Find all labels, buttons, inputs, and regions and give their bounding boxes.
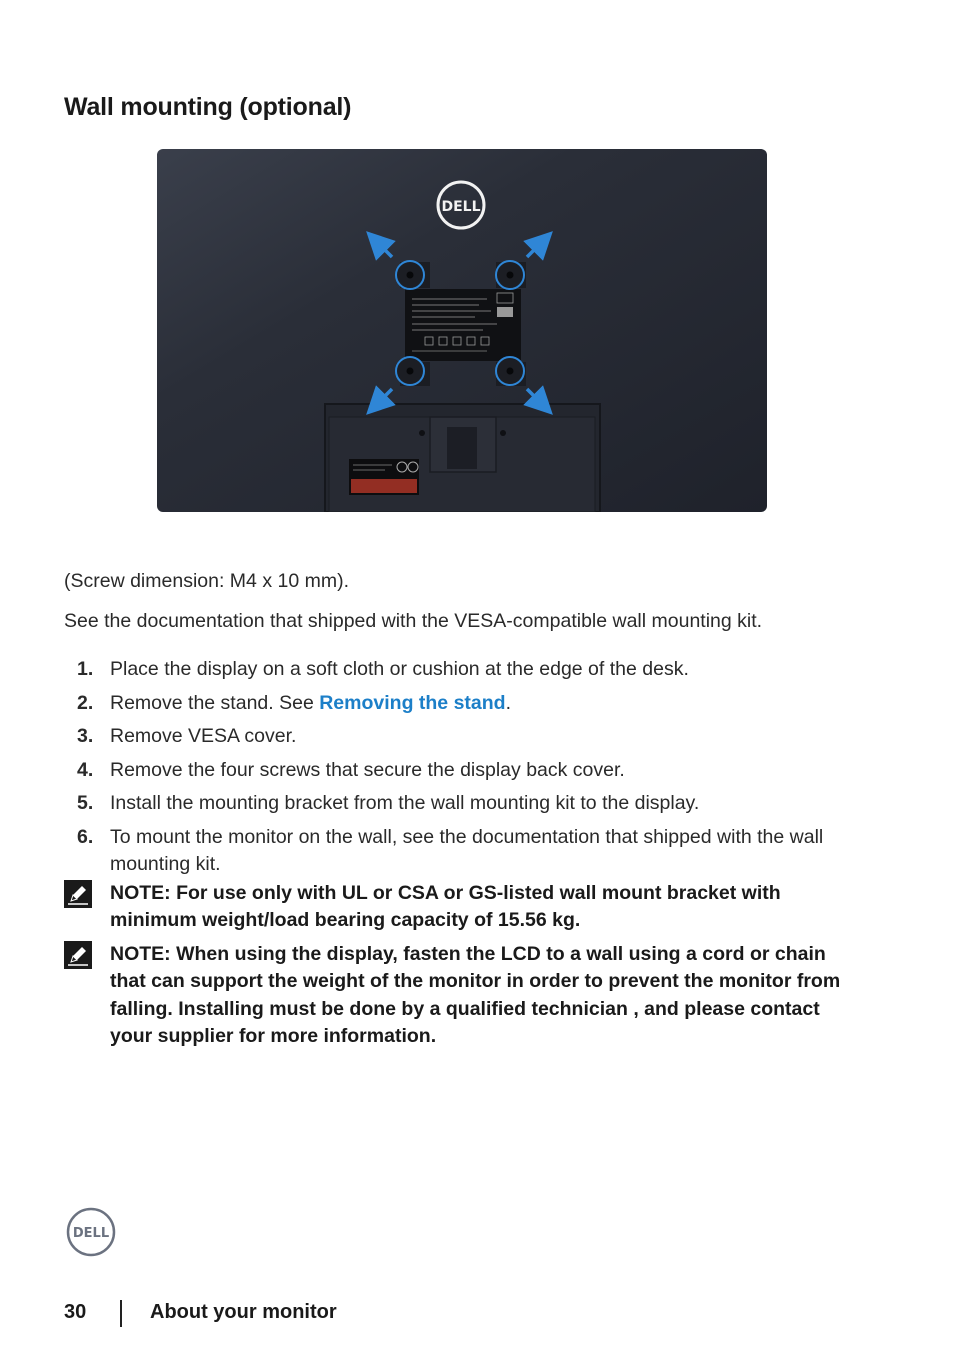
- note-text: NOTE: When using the display, fasten the LCD to a wall using a cord or chain that can support the weight of the monitor in order to prevent the monitor from falling. Installing must be done by a qualified technician , and please contact your supplier for more information.: [110, 943, 841, 1047]
- step-text: Remove the four screws that secure the display back cover.: [110, 758, 625, 781]
- step-suffix: .: [505, 691, 511, 714]
- step-text: Install the mounting bracket from the wall mounting kit to the display.: [110, 792, 700, 814]
- list-item: [64, 723, 864, 750]
- mounting-steps-list: [64, 656, 864, 878]
- note-fasten-lcd: [64, 941, 864, 1050]
- step-number: 2.: [77, 691, 94, 714]
- svg-text:DELL: DELL: [72, 1226, 110, 1241]
- list-item: [64, 690, 864, 717]
- page-number: 30: [64, 1301, 87, 1323]
- list-item: [64, 656, 864, 683]
- documentation-text: See the documentation that shipped with the VESA-compatible wall mounting kit.: [64, 610, 763, 632]
- step-number: 1.: [77, 658, 94, 680]
- monitor-back-illustration: [157, 149, 767, 512]
- step-text: Remove the stand. See: [110, 691, 320, 714]
- list-item: [64, 824, 864, 878]
- list-item: [64, 757, 864, 784]
- step-number: 5.: [77, 792, 94, 814]
- footer-section-title: About your monitor: [150, 1301, 337, 1323]
- vesa-label: [405, 289, 521, 361]
- vesa-screw-hole-bottom-right: [496, 357, 524, 385]
- svg-text:DELL: DELL: [441, 199, 481, 215]
- note-pencil-icon: [64, 880, 92, 908]
- note-pencil-icon: [64, 941, 92, 969]
- dell-logo-footer: [66, 1207, 116, 1257]
- step-text: Remove VESA cover.: [110, 725, 297, 747]
- step-number: 4.: [77, 758, 94, 781]
- step-text: Place the display on a soft cloth or cushion at the edge of the desk.: [110, 658, 689, 680]
- step-text: To mount the monitor on the wall, see the documentation that shipped with the wall mounting kit.: [110, 825, 824, 875]
- note-text: NOTE: For use only with UL or CSA or GS-listed wall mount bracket with minimum weight/load bearing capacity of 15.56 kg.: [110, 882, 781, 932]
- section-title: Wall mounting (optional): [64, 93, 352, 121]
- screw-dimension-text: (Screw dimension: M4 x 10 mm).: [64, 570, 349, 592]
- vesa-screw-hole-top-right: [496, 261, 524, 289]
- vesa-screw-hole-bottom-left: [396, 357, 424, 385]
- step-number: 3.: [77, 725, 94, 747]
- vesa-screw-hole-top-left: [396, 261, 424, 289]
- step-number: 6.: [77, 825, 94, 848]
- footer-divider: [120, 1300, 122, 1327]
- list-item: [64, 790, 864, 817]
- removing-the-stand-link[interactable]: Removing the stand: [319, 691, 506, 714]
- note-weight-capacity: [64, 880, 864, 935]
